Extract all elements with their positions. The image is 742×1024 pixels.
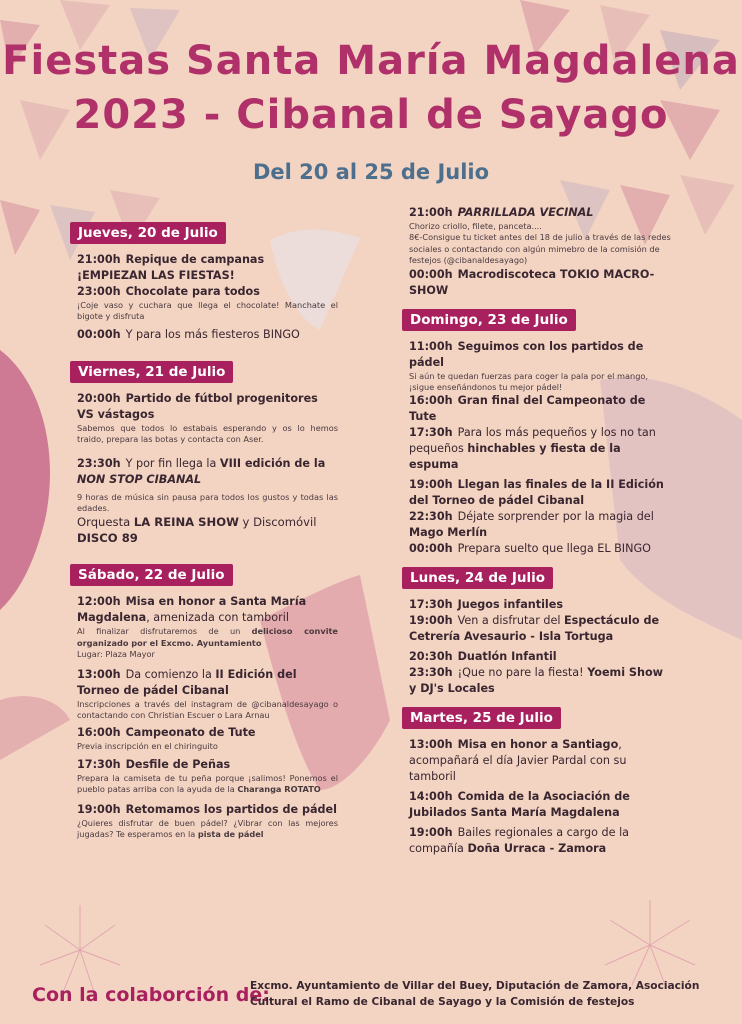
event-time: 17:30h [77, 757, 121, 771]
event-time: 14:00h [409, 790, 453, 804]
event-text-c: NON STOP CIBANAL [77, 472, 202, 486]
event-domingo-1 [409, 339, 672, 371]
event-time: 23:30h [77, 456, 121, 470]
event-text: Macrodiscoteca TOKIO MACRO-SHOW [409, 267, 655, 297]
title-line-1: Fiestas Santa María Magdalena [2, 38, 740, 84]
left-column [68, 222, 338, 841]
event-text: Misa en honor a Santa María Magdalena [77, 595, 307, 625]
event-note: Chorizo criollo, filete, panceta.... [409, 221, 542, 231]
event-time: 00:00h [409, 542, 453, 556]
event-martes-3: 19:00h Bailes regionales a cargo de la compañía Doña Urraca - Zamora [409, 826, 630, 856]
event-text: Y para los más fiesteros BINGO [125, 327, 300, 341]
event-sabado-1: 12:00h Misa en honor a Santa María Magdalena, amenizada con tamboril [77, 595, 307, 625]
event-time: 17:30h [409, 598, 453, 612]
event-time: 00:00h [409, 267, 453, 281]
event-time: 21:00h [409, 206, 453, 219]
event-time: 19:00h [409, 478, 453, 492]
event-lunes-3 [409, 649, 672, 665]
event-sabado-3 [77, 725, 338, 741]
event-lunes-4: 23:30h ¡Que no pare la fiesta! Yoemi Show y DJ's Locales [409, 666, 663, 696]
event-viernes-2 [77, 456, 338, 488]
event-note: ¡Coje vaso y cuchara que llega el chocolate! Manchate el bigote y disfruta [77, 300, 338, 322]
event-time: 13:00h [77, 667, 121, 681]
event-time: 23:00h [77, 285, 121, 298]
event-time: 20:30h [409, 650, 453, 664]
event-time: 11:00h [409, 339, 453, 353]
event-time: 19:00h [409, 614, 453, 628]
event-lunes-2: 19:00h Ven a disfrutar del Espectáculo de Cetrería Avesaurio - Isla Tortuga [409, 614, 660, 644]
event-note: Prepara la camiseta de tu peña porque ¡salimos! Ponemos el pueblo patas arriba con la ayuda de la Charanga ROTATO [77, 772, 338, 795]
event-text: Partido de fútbol progenitores VS vástagos [77, 391, 318, 421]
event-sabado-2: 13:00h Da comienzo la II Edición del Torneo de pádel Cibanal [77, 667, 297, 697]
event-text-2: ¡EMPIEZAN LAS FIESTAS! [77, 269, 235, 282]
event-text: Llegan las finales de la II Edición del Torneo de pádel Cibanal [409, 478, 664, 508]
event-viernes-1 [77, 391, 338, 423]
day-label-lunes: Lunes, 24 de Julio [402, 567, 553, 589]
event-jueves-2 [77, 284, 338, 300]
event-time: 19:00h [77, 802, 121, 816]
event-time: 16:00h [77, 726, 121, 740]
event-note: Inscripciones a través del instagram de @cibanaldesayago o contactando con Christian Escuer o Lara Arnau [77, 698, 338, 721]
event-time: 00:00h [77, 327, 121, 341]
event-domingo-5: 22:30h Déjate sorprender por la magia del Mago Merlín [409, 510, 654, 540]
event-text: Gran final del Campeonato de Tute [409, 394, 646, 424]
event-jueves-3 [77, 327, 338, 343]
event-domingo-6 [409, 541, 672, 557]
event-text-a: Y por fin llega la [125, 456, 220, 470]
event-sabado-5 [77, 802, 338, 818]
event-time: 12:00h [77, 595, 121, 609]
event-text: Duatlón Infantil [457, 650, 557, 664]
day-label-sabado: Sábado, 22 de Julio [70, 564, 233, 586]
event-time: 16:00h [409, 394, 453, 408]
footer-label: Con la colaborción de: [32, 984, 270, 1006]
event-note: Previa inscripción en el chiringuito [77, 741, 218, 752]
event-text-b: VIII edición de la [219, 456, 326, 470]
event-time: 19:00h [409, 826, 453, 840]
event-note: Sabemos que todos lo estabais esperando y os lo hemos traido, prepara las botas y contacta con Aser. [77, 422, 338, 445]
event-martes-2 [409, 789, 672, 821]
event-note: ¿Quieres disfrutar de buen pádel? ¿Vibrar con las mejores jugadas? Te esperamos en la pista de pádel [77, 817, 338, 840]
event-text: Desfile de Peñas [125, 757, 231, 771]
footer-sponsors: Excmo. Ayuntamiento de Villar del Buey, Diputación de Zamora, Asociación Cultural el Ramo de Cibanal de Sayago y la Comisión de festejos [250, 980, 700, 1008]
event-text: Prepara suelto que llega EL BINGO [457, 542, 651, 556]
event-lunes-1 [409, 597, 672, 613]
event-domingo-4 [409, 477, 672, 509]
day-label-viernes: Viernes, 21 de Julio [70, 361, 233, 383]
event-time: 22:30h [409, 510, 453, 524]
event-martes-1: 13:00h Misa en honor a Santiago, acompañará el día Javier Pardal con su tamboril [409, 738, 627, 784]
event-domingo-3: 17:30h Para los más pequeños y los no tan pequeños hinchables y fiesta de la espuma [409, 426, 656, 472]
event-time: 21:00h [77, 253, 121, 266]
event-text: Retomamos los partidos de pádel [125, 802, 337, 816]
event-note: Al finalizar disfrutaremos de un delicioso convite organizado por el Excmo. Ayuntamiento [77, 626, 338, 648]
event-parrillada [409, 205, 672, 221]
right-column [400, 205, 672, 857]
event-text: PARRILLADA VECINAL [457, 206, 594, 219]
event-text: Juegos infantiles [457, 598, 563, 612]
event-domingo-2 [409, 393, 672, 425]
date-range: Del 20 al 25 de Julio [252, 160, 490, 184]
event-text: Seguimos con los partidos de pádel [409, 339, 644, 369]
day-label-jueves: Jueves, 20 de Julio [70, 222, 226, 244]
event-time: 17:30h [409, 426, 453, 440]
event-macrodiscoteca [409, 267, 672, 299]
day-label-domingo: Domingo, 23 de Julio [402, 309, 576, 331]
event-time: 20:00h [77, 391, 121, 405]
event-note: Si aún te quedan fuerzas para coger la pala por el mango, ¡sigue enseñándonos tu mejor pádel! [409, 370, 649, 393]
event-sabado-4 [77, 757, 338, 773]
event-note: 9 horas de música sin pausa para todos los gustos y todas las edades. [77, 491, 338, 514]
event-text: Campeonato de Tute [125, 726, 256, 740]
event-text: Comida de la Asociación de Jubilados Santa María Magdalena [409, 790, 630, 820]
event-time: 23:30h [409, 666, 453, 680]
event-note: 8€-Consigue tu ticket antes del 18 de julio a través de las redes sociales o contactando con algún mimebro de la comisión de festejos (@cibanaldesayago) [409, 232, 671, 266]
event-note-location: Lugar: Plaza Mayor [77, 649, 155, 660]
event-time: 13:00h [409, 738, 453, 752]
event-text: Repique de campanas [125, 253, 265, 266]
event-jueves-1 [77, 252, 338, 268]
title-line-2: 2023 - Cibanal de Sayago [73, 92, 669, 138]
event-text: Chocolate para todos [125, 285, 260, 298]
day-label-martes: Martes, 25 de Julio [402, 707, 561, 729]
event-viernes-3: Orquesta LA REINA SHOW y Discomóvil DISCO 89 [77, 515, 317, 546]
